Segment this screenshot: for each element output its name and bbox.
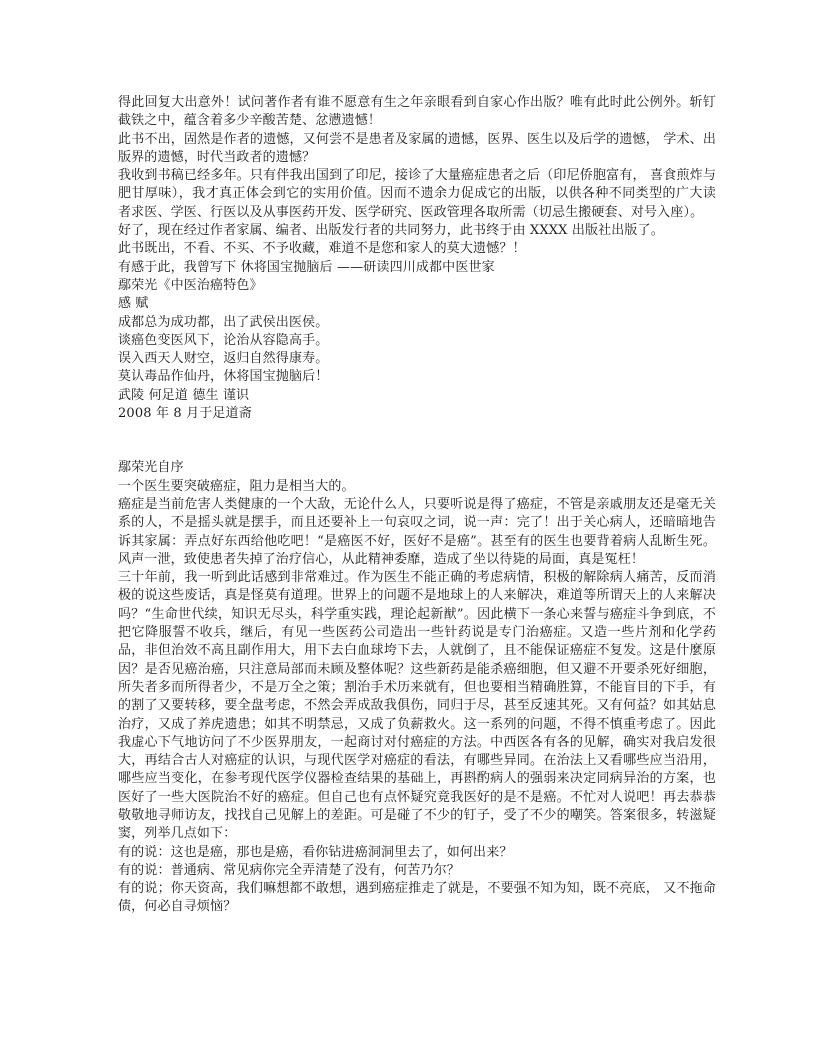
date-line: 2008 年 8 月于足道斋 xyxy=(118,406,252,422)
paragraph: 有的说：普通病、常见病你完全弄清楚了没有，何苦乃尔？ xyxy=(118,862,460,878)
paragraph: 有的说；你天资高，我们嘛想都不敢想，遇到癌症推走了就是，不要强不知为知，既不亮底， 又不拖命债，何必自寻烦恼？ xyxy=(118,881,716,915)
poem-line: 成都总为成功都，出了武侯出医侯。 xyxy=(118,314,329,330)
paragraph: 有的说：这也是癌，那也是癌，看你钻进癌洞洞里去了，如何出来？ xyxy=(118,844,513,860)
paragraph: 此书既出，不看、不买、不予收藏，难道不是您和家人的莫大遗憾？！ xyxy=(118,241,526,257)
preface-section xyxy=(118,94,716,423)
poem-line: 误入西天人财空，返归自然得康寿。 xyxy=(118,351,329,367)
paragraph: 有感于此，我曾写下 休将国宝抛脑后 ——研读四川成都中医世家 xyxy=(118,259,495,275)
paragraph: 得此回复大出意外！试问著作者有谁不愿意有生之年亲眼看到自家心作出版？唯有此时此公例外。斩钉截铁之中，蕴含着多少辛酸苦楚、忿懑遗憾！ xyxy=(118,95,716,129)
poem-line: 谈癌色变医风下，论治从容隐高手。 xyxy=(118,332,329,348)
paragraph: 癌症是当前危害人类健康的一个大敌，无论什么人，只要听说是得了癌症，不管是亲戚朋友还是毫无关系的人，不是摇头就是摆手，而且还要补上一句哀叹之词，说一声：完了！出于关心病人，还暗暗地告诉其家属：弄点好东西给他吃吧！“是癌医不好，医好不是癌”。甚至有的医生也要背着病人乱断生死。风声一泄，致使患者失掉了治疗信心，从此精神委靡，造成了坐以待毙的局面，真是冤枉！ xyxy=(118,496,716,567)
signature-line: 武陵 何足道 德生 谨识 xyxy=(118,387,250,403)
poem-line: 莫认毒品作仙丹，休将国宝抛脑后！ xyxy=(118,369,329,385)
author-preface-section xyxy=(118,459,716,916)
section-spacer xyxy=(118,423,716,459)
paragraph: 三十年前，我一听到此话感到非常难过。作为医生不能正确的考虑病情，积极的解除病人痛苦，反而消极的说这些废话，真是怪莫有道理。世界上的问题不是地球上的人来解决，难道等所谓天上的人来解决吗？“生命世代续，知识无尽头，科学重实践，理论起新猷”。因此横下一条心来誓与癌症斗争到底，不把它降服誓不收兵，继后，有见一些医药公司造出一些针药说是专门治癌症。又造一些片剂和化学药品，非但治效不高且副作用大，用下去白血球垮下去，人就倒了，且不能保证癌症不复发。这是什麼原因？是否见癌治癌，只注意局部而未顾及整体呢？这些新药是能杀癌细胞，但又避不开要杀死好细胞，所失者多而所得者少，不是万全之策；割治手术历来就有，但也要相当精确胜算，不能盲目的下手，有的割了又要转移，要全盘考虑，不然会弄成敌我俱伤，同归于尽，甚至反速其死。又有何益？如其姑息治疗，又成了养虎遗患；如其不明禁忌，又成了负薪救火。这一系列的问题，不得不慎重考虑了。因此我虚心下气地访问了不少医界朋友，一起商讨对付癌症的方法。中西医各有各的见解，确实对我启发很大，再结合古人对癌症的认识，与现代医学对癌症的看法，有哪些异同。在治法上又看哪些应当沿用，哪些应当变化，在参考现代医学仪器检查结果的基础上，再斟酌病人的强弱来决定同病异治的方案，也医好了一些大医院治不好的癌症。但自己也有点怀疑究竟我医好的是不是癌。不忙对人说吧！再去恭恭敬敬地寻师访友，找找自己见解上的差距。可是碰了不少的钉子，受了不少的嘲笑。答案很多，转滋疑窦，列举几点如下： xyxy=(118,570,716,842)
section-heading: 鄢荣光自序 xyxy=(118,460,184,476)
paragraph: 此书不出，固然是作者的遗憾，又何尝不是患者及家属的遗憾，医界、医生以及后学的遗憾， 学术、出版界的遗憾，时代当政者的遗憾？ xyxy=(118,131,716,165)
paragraph: 我收到书稿已经多年。只有伴我出国到了印尼，接诊了大量癌症患者之后（印尼侨胞富有， 喜食煎炸与肥甘厚味），我才真正体会到它的实用价值。因而不遗余力促成它的出版，以供各种不同类型的广大读者求医、学医、行医以及从事医药开发、医学研究、医政管理各取所需（切忌生搬硬套、对号入座）。 xyxy=(118,168,716,220)
paragraph: 一个医生要突破癌症，阻力是相当大的。 xyxy=(118,478,355,494)
book-title-line: 鄢荣光《中医治癌特色》 xyxy=(118,277,263,293)
paragraph: 好了，现在经过作者家属、编者、出版发行者的共同努力，此书终于由 XXXX 出版社出版了。 xyxy=(118,223,664,239)
poem-title: 感 赋 xyxy=(118,296,149,312)
